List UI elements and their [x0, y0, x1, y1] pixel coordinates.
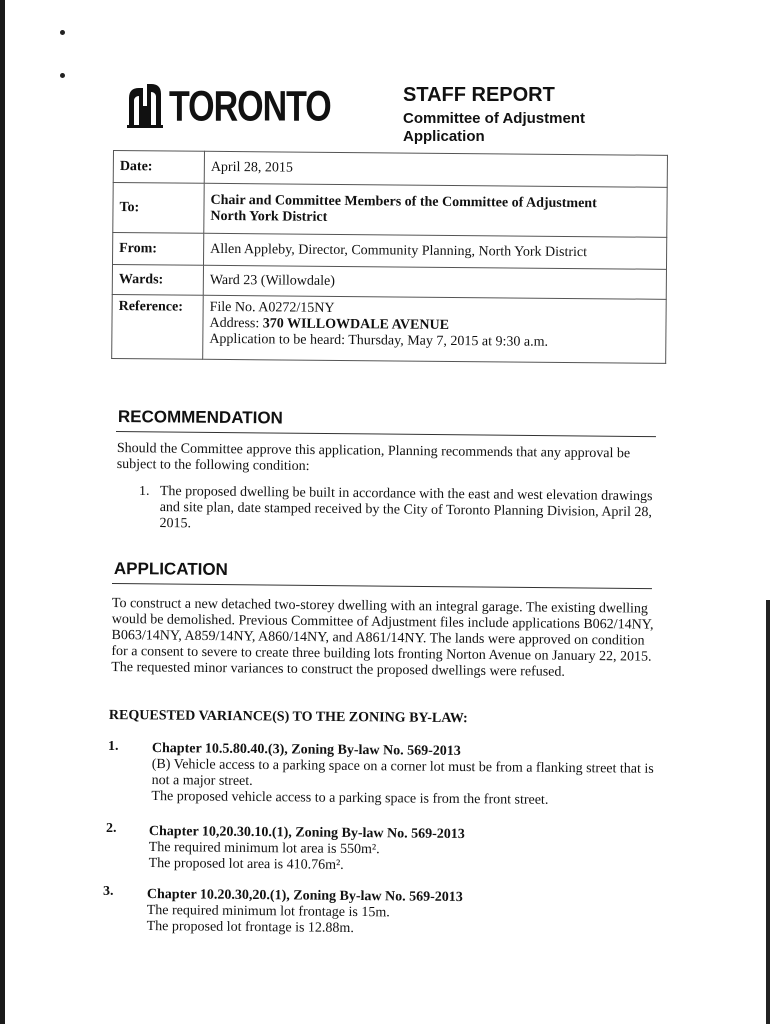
text-line: B063/14NY, A859/14NY, A860/14NY, and A861/14NY. The lands were approved on condition: [111, 627, 645, 649]
variance-title: Chapter 10,20.30.10.(1), Zoning By-law No. 569-2013: [148, 824, 465, 843]
variance-title: Chapter 10.20.30,20.(1), Zoning By-law No. 569-2013: [146, 887, 463, 906]
text-line: 2015.: [159, 515, 192, 532]
recommendation-intro: [117, 441, 631, 478]
logo-wordmark: TORONTO: [169, 83, 331, 131]
hearing-date: Application to be heard: Thursday, May 7, 2015 at 9:30 a.m.: [209, 331, 549, 350]
to-line: Chair and Committee Members of the Committee of Adjustment: [210, 192, 597, 211]
info-label: From:: [113, 233, 204, 266]
info-value: [203, 295, 667, 363]
report-info-table: [111, 150, 668, 364]
report-subtitle: Committee of Adjustment: [403, 110, 585, 127]
variances-heading: REQUESTED VARIANCE(S) TO THE ZONING BY-LAW:: [108, 708, 468, 727]
text-line: To construct a new detached two-storey dwelling with an integral garage. The existing dwelling: [111, 596, 649, 617]
info-label: To:: [113, 183, 204, 234]
variance-number: 2.: [106, 821, 117, 836]
application-description: [111, 596, 654, 682]
variance-number: 1.: [108, 739, 119, 754]
section-divider: [116, 431, 656, 437]
variance-item: [147, 887, 463, 938]
condition-number: 1.: [139, 484, 150, 499]
text-line: The requested minor variances to construct the proposed dwellings were refused.: [111, 659, 565, 680]
section-heading-application: APPLICATION: [113, 559, 228, 579]
text-line: The proposed dwelling be built in accordance with the east and west elevation drawings: [159, 484, 653, 505]
info-label: Date:: [113, 151, 204, 184]
text-line: The required minimum lot frontage is 15m.: [146, 902, 390, 921]
info-value: Allen Appleby, Director, Community Planning, North York District: [203, 233, 666, 269]
report-header: [403, 84, 585, 146]
scan-edge: [766, 600, 770, 1024]
variance-title: Chapter 10.5.80.40.(3), Zoning By-law No. 569-2013: [151, 741, 461, 759]
section-divider: [112, 583, 652, 589]
info-row-to: [113, 183, 667, 238]
address-prefix: Address:: [209, 315, 263, 332]
info-row-wards: [112, 265, 666, 300]
text-line: would be demolished. Previous Committee of Adjustment files include applications B062/14NY,: [111, 611, 654, 633]
text-line: (B) Vehicle access to a parking space on a corner lot must be from a flanking street that is: [151, 756, 654, 777]
scan-speck: [60, 73, 65, 78]
to-line: North York District: [210, 208, 328, 225]
info-label: Wards:: [112, 265, 203, 296]
text-line: for a consent to severe to create three building lots fronting Norton Avenue on January 22, 2015.: [111, 643, 652, 665]
variance-number: 3.: [103, 884, 114, 899]
text-line: and site plan, date stamped received by the City of Toronto Planning Division, April 28,: [159, 499, 652, 521]
city-hall-icon: [127, 84, 163, 128]
text-line: The required minimum lot area is 550m².: [148, 839, 380, 858]
info-row-date: [113, 151, 667, 188]
info-value: April 28, 2015: [204, 151, 667, 187]
text-line: Should the Committee approve this application, Planning recommends that any approval be: [116, 441, 631, 462]
info-row-reference: [112, 294, 667, 363]
condition-text: [159, 484, 652, 537]
text-line: The proposed vehicle access to a parking space is from the front street.: [151, 788, 549, 808]
text-line: The proposed lot area is 410.76m².: [148, 855, 344, 873]
toronto-logo: [127, 83, 331, 131]
report-title: STAFF REPORT: [403, 84, 555, 106]
variance-item: [151, 741, 654, 810]
info-label: Reference:: [112, 294, 204, 359]
text-line: subject to the following condition:: [116, 456, 310, 475]
address-value: 370 WILLOWDALE AVENUE: [262, 316, 450, 333]
info-value: [204, 183, 667, 237]
file-number: File No. A0272/15NY: [209, 299, 335, 316]
scan-speck: [60, 30, 65, 35]
scan-edge: [0, 0, 5, 1024]
text-line: The proposed lot frontage is 12.88m.: [146, 918, 354, 936]
text-line: not a major street.: [151, 772, 253, 789]
info-value: Ward 23 (Willowdale): [203, 265, 666, 299]
report-subtitle: Application: [403, 128, 485, 145]
variance-item: [149, 824, 465, 875]
info-row-from: [113, 233, 667, 270]
section-heading-recommendation: RECOMMENDATION: [117, 407, 283, 428]
